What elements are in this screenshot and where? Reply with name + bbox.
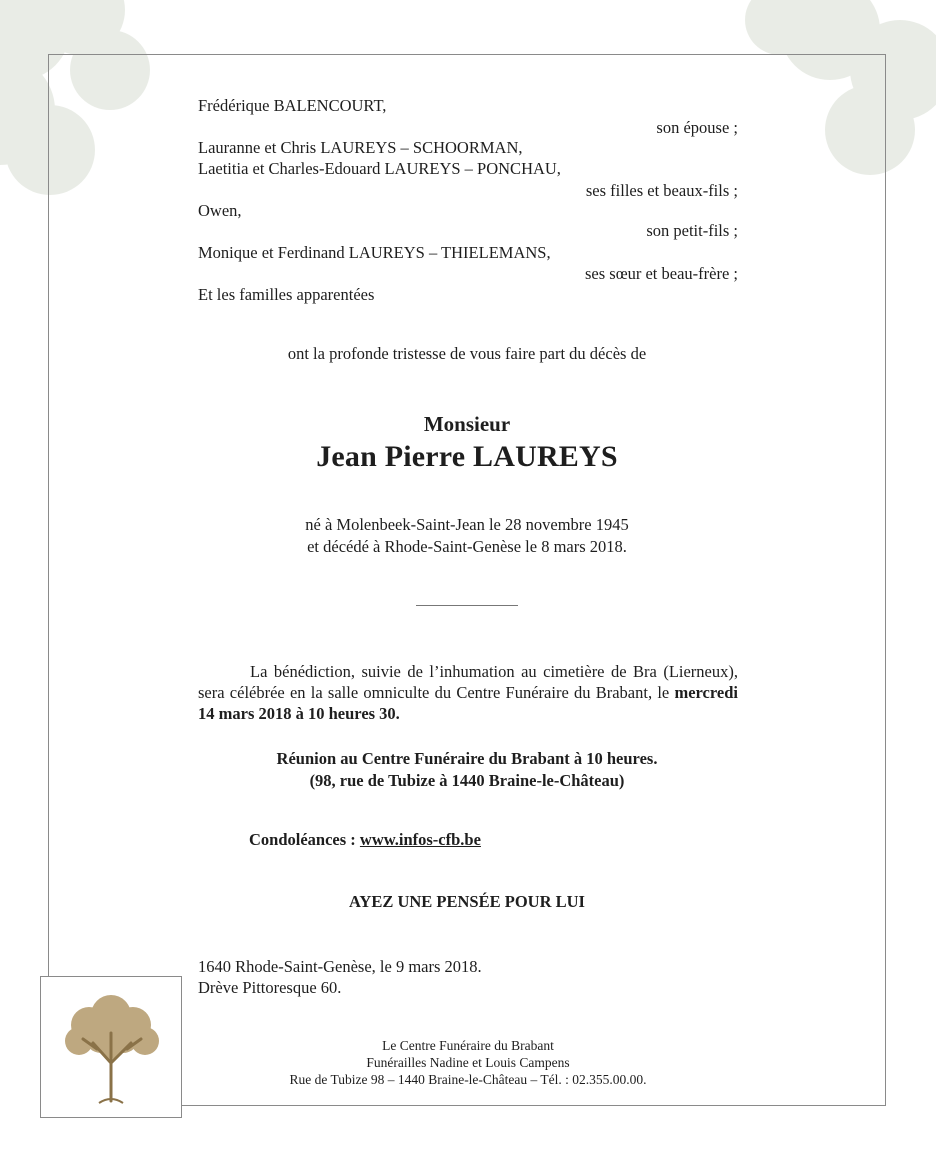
footer-line-3: Rue de Tubize 98 – 1440 Braine-le-Château – Tél. : 02.355.00.00.: [289, 1072, 647, 1087]
meeting-line-1: Réunion au Centre Funéraire du Brabant à 10 heures.: [276, 749, 658, 768]
section-divider: [416, 605, 518, 606]
family-sister: Monique et Ferdinand LAUREYS – THIELEMANS,: [198, 243, 551, 262]
ceremony-paragraph: [198, 661, 738, 724]
deceased-name: Jean Pierre LAUREYS: [316, 440, 618, 473]
ceremony-text: La bénédiction, suivie de l’inhumation au cimetière de Bra (Lierneux), sera célébrée en la salle omniculte du Centre Funéraire du Brabant, le: [198, 662, 738, 702]
family-grandson-relation: son petit-fils ;: [646, 221, 738, 240]
funeral-home-logo: [40, 976, 182, 1118]
tree-logo-icon: [41, 977, 181, 1117]
address-line-1: 1640 Rhode-Saint-Genèse, le 9 mars 2018.: [198, 957, 482, 976]
death-info: et décédé à Rhode-Saint-Genèse le 8 mars 2018.: [307, 537, 627, 556]
family-wife-relation: son épouse ;: [656, 118, 738, 137]
family-sister-relation: ses sœur et beau-frère ;: [584, 264, 738, 283]
announcement-text: ont la profonde tristesse de vous faire part du décès de: [287, 344, 647, 363]
condolences-label: Condoléances :: [249, 830, 356, 849]
ceremony-datetime: mercredi 14 mars 2018 à 10 heures 30.: [198, 683, 738, 723]
meeting-line-2: (98, rue de Tubize à 1440 Braine-le-Château): [309, 771, 625, 790]
family-wife: Frédérique BALENCOURT,: [198, 96, 387, 115]
address-line-2: Drève Pittoresque 60.: [198, 978, 342, 997]
family-daughter-2: Laetitia et Charles-Edouard LAUREYS – PONCHAU,: [198, 159, 561, 178]
condolences-link[interactable]: www.infos-cfb.be: [359, 830, 481, 849]
condolences-line: [249, 830, 481, 850]
closing-text: AYEZ UNE PENSÉE POUR LUI: [349, 892, 585, 911]
document-frame: [48, 54, 886, 1106]
deceased-honorific: Monsieur: [423, 412, 511, 436]
birth-info: né à Molenbeek-Saint-Jean le 28 novembre 1945: [305, 515, 629, 534]
family-others: Et les familles apparentées: [198, 285, 375, 304]
footer-line-1: Le Centre Funéraire du Brabant: [382, 1038, 554, 1053]
family-grandson: Owen,: [198, 201, 242, 220]
family-daughter-1: Lauranne et Chris LAUREYS – SCHOORMAN,: [198, 138, 523, 157]
family-daughters-relation: ses filles et beaux-fils ;: [585, 181, 738, 200]
footer-line-2: Funérailles Nadine et Louis Campens: [366, 1055, 570, 1070]
